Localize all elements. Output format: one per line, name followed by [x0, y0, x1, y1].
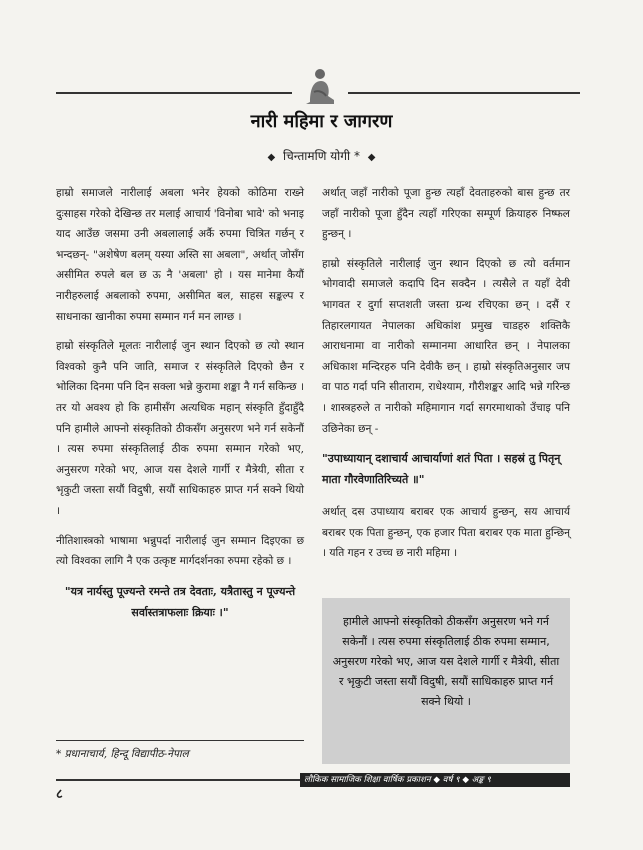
footnote-rule — [56, 740, 304, 741]
paragraph: अर्थात् दस उपाध्याय बराबर एक आचार्य हुन्छन्, सय आचार्य बराबर एक पिता हुन्छन्, एक हजार पिता बराबर एक माता हुन्छिन् । यति गहन र उच्च छ नारी महिमा । — [322, 506, 570, 560]
diamond-icon: ◆ — [267, 152, 276, 163]
header-rule-right — [348, 92, 580, 94]
seated-figure-logo — [300, 66, 338, 106]
right-column — [322, 183, 570, 573]
diamond-icon: ◆ — [367, 152, 376, 163]
paragraph: अर्थात् जहाँ नारीको पूजा हुन्छ त्यहाँ देवताहरुको बास हुन्छ तर जहाँ नारीको पूजा हुँदैन त्यहाँ गरिएका सम्पूर्ण क्रियाहरु निष्फल हुन्छन् । — [322, 187, 570, 241]
article-title: नारी महिमा र जागरण — [250, 111, 393, 132]
paragraph: हाम्रो संस्कृतिले मूलतः नारीलाई जुन स्थान दिएको छ त्यो स्थान विश्वको कुनै पनि जाति, समाज र संस्कृतिले दिएको छैन र भोलिका दिनमा पनि दिन सक्ला भन्ने कुरामा शङ्का नै गर्न सकिन्छ । तर यो अवश्य हो कि हामीसँग अत्यधिक महान् संस्कृति हुँदाहुँदै पनि हामीले आफ्नो संस्कृतिको ठीकसँग अनुसरण भने गर्न सकेनौं । त्यस रुपमा संस्कृतिलाई ठीक रुपमा सम्मान गरेको भए, अनुसरण गरेको भए, आज यस देशले गार्गी र मैत्रेयी, सीता र भृकुटी जस्ता सयौं विदुषी, सयौं साधिकाहरु प्राप्त गर्न सक्ने थियो । — [56, 340, 304, 517]
left-column — [56, 183, 304, 633]
author-name: चिन्तामणि योगी * — [283, 149, 360, 163]
page-number: ८ — [56, 787, 63, 802]
publication-info: लौकिक सामाजिक शिक्षा वार्षिक प्रकाशन ◆ वर्ष ९ ◆ अङ्क ९ — [304, 775, 491, 785]
header-rule-left — [56, 92, 292, 94]
footnote: * प्रधानाचार्य, हिन्दू विद्यापीठ-नेपाल — [56, 748, 189, 760]
author-line — [0, 147, 643, 164]
paragraph: हाम्रो संस्कृतिले नारीलाई जुन स्थान दिएको छ त्यो वर्तमान भोगवादी समाजले कदापि दिन सक्दैन । त्यसैले त यहाँ देवी भागवत र दुर्गा सप्तशती जस्ता ग्रन्थ रचिएका छन् । दसैं र तिहारलगायत नेपालका अधिकांश प्रमुख चाडहरु शक्तिकै आराधनामा वा नारीको सम्मानमा आधारित छन् । नेपालका अधिकाश मन्दिरहरु पनि देवीकै छन् । हाम्रो संस्कृतिअनुसार जप वा पाठ गर्दा पनि सीताराम, राधेश्याम, गौरीशङ्कर आदि भन्ने गरिन्छ । शास्त्रहरुले त नारीको महिमागान गर्दा सगरमाथाको उँचाइ पनि उछिनेका छन् - — [322, 257, 570, 435]
sanskrit-quote: "उपाध्यायान् दशाचार्य आचार्याणां शतं पिता । सहस्रं तु पितृन् माता गौरवेणातिरिच्यते ॥" — [322, 452, 561, 487]
pull-quote-text: हामीले आफ्नो संस्कृतिको ठीकसँग अनुसरण भने गर्न सकेनौं । त्यस रुपमा संस्कृतिलाई ठीक रुपमा सम्मान, अनुसरण गरेको भए, आज यस देशले गार्गी र मैत्रेयी, सीता र भृकुटी जस्ता सयौं विदुषी, सयौं साधिकाहरु प्राप्त गर्न सक्ने थियो । — [332, 615, 560, 708]
paragraph: नीतिशास्त्रको भाषामा भन्नुपर्दा नारीलाई जुन सम्मान दिइएका छ त्यो विश्वका लागि नै एक उत्कृष्ट मार्गदर्शनका रुपमा रहेको छ । — [56, 534, 304, 568]
sanskrit-quote: "यत्र नार्यस्तु पूज्यन्ते रमन्ते तत्र देवताः, यत्रैतास्तु न पूज्यन्ते सर्वास्तत्राफलाः क्रियाः ।" — [64, 584, 296, 619]
paragraph: हाम्रो समाजले नारीलाई अबला भनेर हेयको कोठिमा राख्ने दुःसाहस गरेको देखिन्छ तर मलाई आचार्य 'विनोबा भावे' को भनाइ याद आउँछ जसमा उनी अबलालाई अर्कै रुपमा चित्रित गर्छन् र भन्दछन्- "अशेषेण बलम् यस्या अस्ति सा अबला", अर्थात् जोसँग असीमित रुपले बल छ ऊ नै 'अबला' हो । यस मानेमा कैयौं नारीहरुलाई अबलाको रुपमा, असीमित बल, साहस सङ्कल्प र साधनाका खानीका रुपमा सम्मान गर्न मन लाग्छ । — [56, 187, 304, 323]
